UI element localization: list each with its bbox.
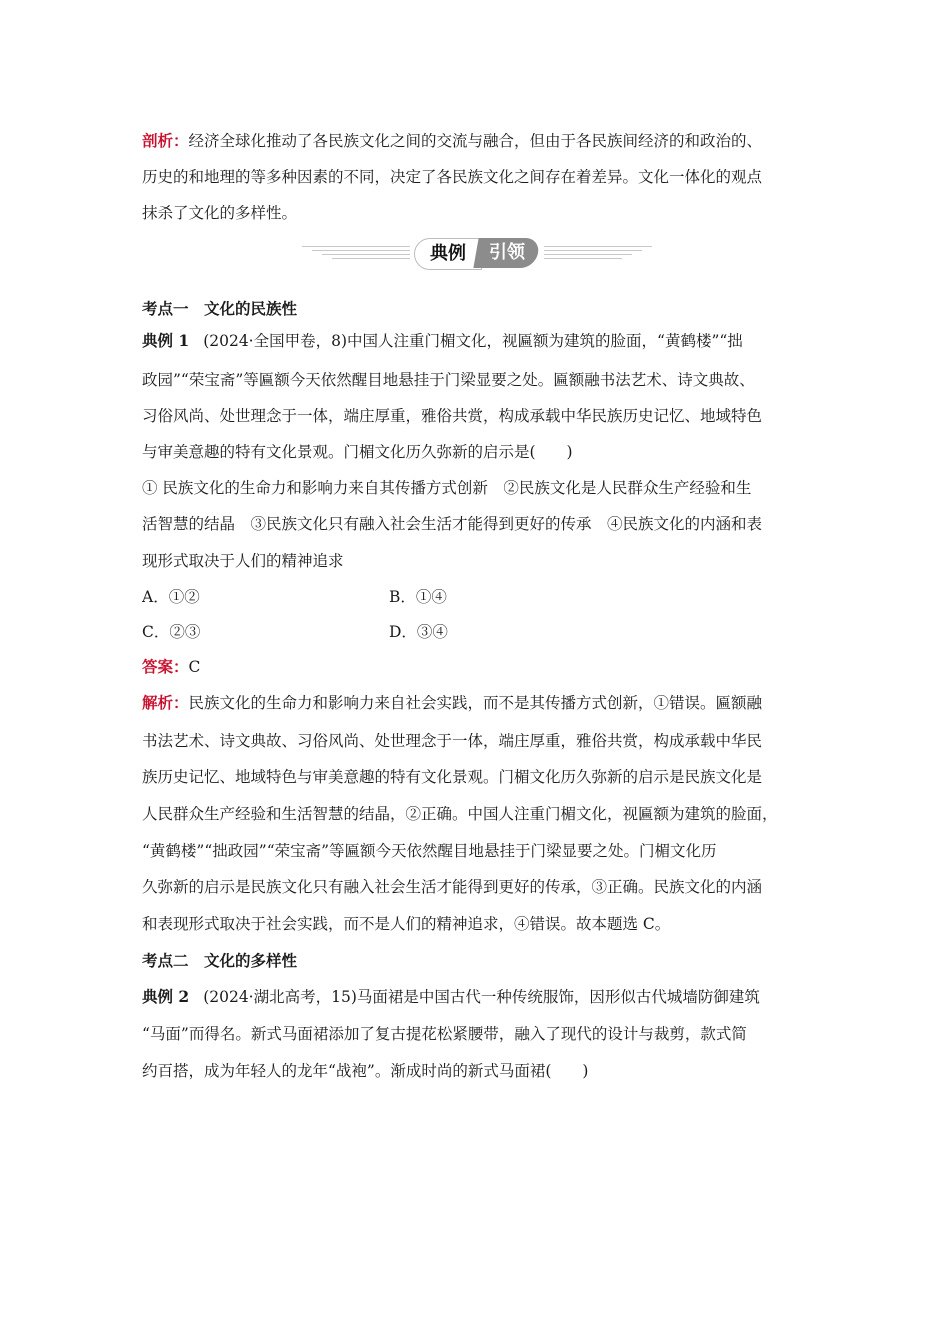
banner-pill: [414, 236, 540, 270]
banner-left-text: 典例: [414, 238, 482, 270]
option-a: A．①②: [142, 588, 200, 606]
answer-line: [142, 657, 200, 677]
explanation-text: 民族文化的生命力和影响力来自社会实践，而不是其传播方式创新，①错误。匾额融: [188, 694, 763, 712]
banner-rule-left: [332, 258, 410, 260]
banner-rule-left: [322, 254, 410, 256]
explanation-line-5: “黄鹤楼”“拙政园”“荣宝斋”等匾额今天依然醒目地悬挂于门梁显要之处。门楣文化历: [142, 842, 717, 860]
example1-label: 典例 1: [142, 331, 190, 350]
banner-right-text: 引领: [489, 242, 525, 263]
example2-text: (2024·湖北高考，15)马面裙是中国古代一种传统服饰，因形似古代城墙防御建筑: [203, 988, 760, 1006]
explanation-line-2: 书法艺术、诗文典故、习俗风尚、处世理念于一体，端庄厚重，雅俗共赏，构成承载中华民: [142, 732, 763, 750]
example1-text: (2024·全国甲卷，8)中国人注重门楣文化，视匾额为建筑的脸面，“黄鹤楼”“拙: [203, 332, 743, 350]
example2-line-2: “马面”而得名。新式马面裙添加了复古提花松紧腰带，融入了现代的设计与裁剪，款式简: [142, 1025, 747, 1043]
example1-line-2: 政园”“荣宝斋”等匾额今天依然醒目地悬挂于门梁显要之处。匾额融书法艺术、诗文典故、: [142, 371, 755, 389]
analysis-line-3: 抹杀了文化的多样性。: [142, 204, 298, 222]
option-d: D．③④: [389, 623, 448, 641]
analysis-label: 剖析：: [142, 131, 189, 150]
analysis-line-2: 历史的和地理的等多种因素的不同，决定了各民族文化之间存在着差异。文化一体化的观点: [142, 168, 763, 186]
banner-rule-right: [544, 258, 622, 260]
explanation-label: 解析：: [142, 693, 189, 712]
analysis-text: 经济全球化推动了各民族文化之间的交流与融合，但由于各民族间经济的和政治的、: [188, 132, 763, 150]
banner-right-tab: [473, 238, 540, 268]
example1-line-3: 习俗风尚、处世理念于一体，端庄厚重，雅俗共赏，构成承载中华民族历史记忆、地域特色: [142, 407, 763, 425]
example2-label: 典例 2: [142, 987, 190, 1006]
example2-line-1: [142, 987, 760, 1007]
analysis-line-1: [142, 131, 762, 151]
banner-rule-right: [544, 250, 642, 252]
option-b: B．①④: [389, 588, 447, 606]
example1-line-7: 现形式取决于人们的精神追求: [142, 552, 344, 570]
explanation-line-7: 和表现形式取决于社会实践，而不是人们的精神追求，④错误。故本题选 C。: [142, 915, 671, 933]
option-c: C．②③: [142, 623, 201, 641]
explanation-line-3: 族历史记忆、地域特色与审美意趣的特有文化景观。门楣文化历久弥新的启示是民族文化是: [142, 768, 763, 786]
topic-heading-2: 考点二 文化的多样性: [142, 951, 298, 970]
explanation-line-4: 人民群众生产经验和生活智慧的结晶，②正确。中国人注重门楣文化，视匾额为建筑的脸面，: [142, 805, 778, 823]
example1-line-6: 活智慧的结晶 ③民族文化只有融入社会生活才能得到更好的传承 ④民族文化的内涵和表: [142, 515, 763, 533]
explanation-line-1: [142, 693, 762, 713]
answer-value: C: [188, 658, 201, 676]
example2-line-3: 约百搭，成为年轻人的龙年“战袍”。渐成时尚的新式马面裙( ): [142, 1062, 589, 1080]
example1-line-5: ① 民族文化的生命力和影响力来自其传播方式创新 ②民族文化是人民群众生产经验和生: [142, 479, 752, 497]
banner-rule-left: [302, 246, 410, 248]
banner-rule-left: [312, 250, 410, 252]
answer-label: 答案：: [142, 657, 189, 676]
explanation-line-6: 久弥新的启示是民族文化只有融入社会生活才能得到更好的传承，③正确。民族文化的内涵: [142, 878, 763, 896]
example1-line-1: [142, 331, 743, 351]
topic-heading-1: 考点一 文化的民族性: [142, 299, 298, 318]
banner-rule-right: [544, 246, 652, 248]
example1-line-4: 与审美意趣的特有文化景观。门楣文化历久弥新的启示是( ): [142, 443, 573, 461]
section-banner: [302, 236, 652, 272]
banner-rule-right: [544, 254, 632, 256]
